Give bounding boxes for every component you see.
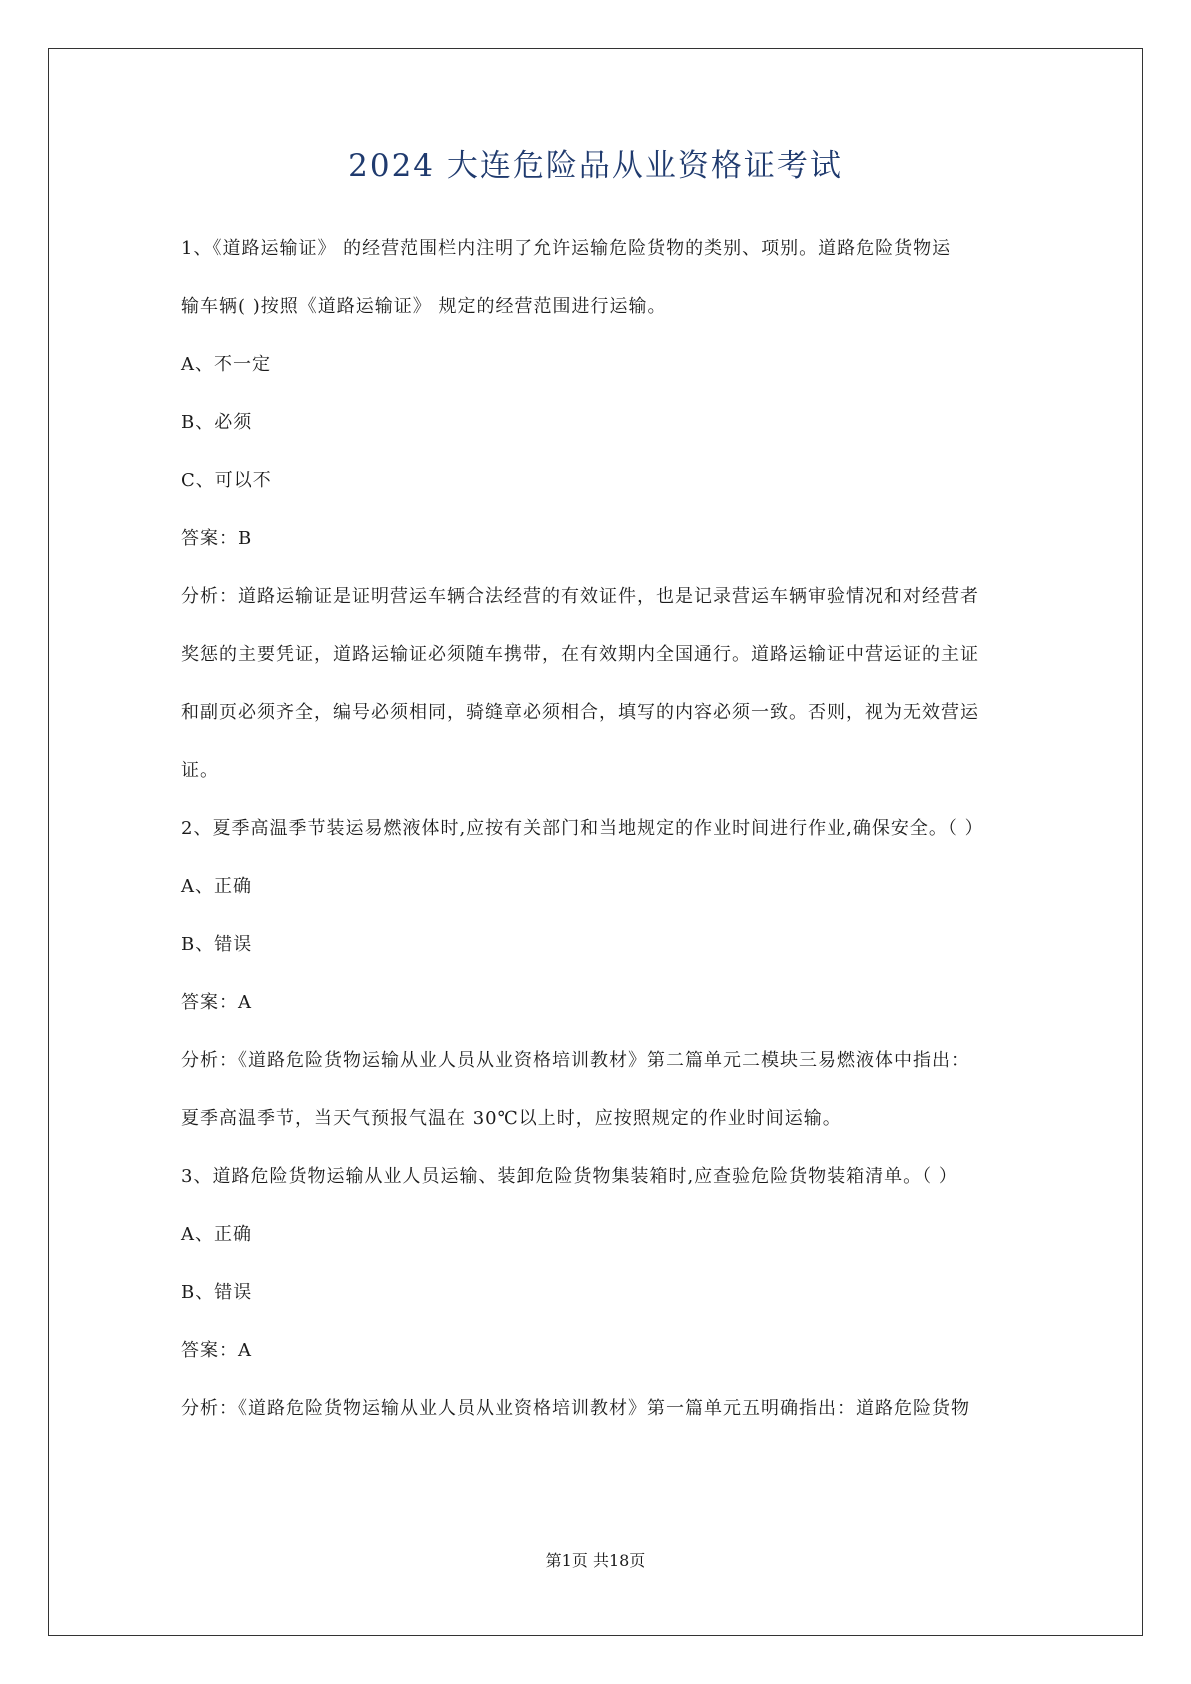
question-1-analysis-line-1: 分析：道路运输证是证明营运车辆合法经营的有效证件，也是记录营运车辆审验情况和对经营者 — [181, 586, 979, 607]
question-1-option-a: A、不一定 — [181, 354, 271, 375]
question-3-stem: 3、道路危险货物运输从业人员运输、装卸危险货物集装箱时,应查验危险货物装箱清单。（ ） — [181, 1166, 958, 1187]
question-1-stem-line-1: 1、《道路运输证》 的经营范围栏内注明了允许运输危险货物的类别、项别。道路危险货物运 — [181, 238, 952, 259]
question-1-analysis-line-4: 证。 — [181, 760, 219, 781]
question-1-option-c: C、可以不 — [181, 470, 272, 491]
question-2-option-a: A、正确 — [181, 876, 252, 897]
page-footer: 第1页 共18页 — [545, 1551, 646, 1570]
document-title: 2024 大连危险品从业资格证考试 — [348, 148, 843, 184]
question-2-answer: 答案：A — [181, 992, 252, 1013]
question-1-analysis-line-3: 和副页必须齐全，编号必须相同，骑缝章必须相合，填写的内容必须一致。否则，视为无效营运 — [181, 702, 979, 723]
question-1-option-b: B、必须 — [181, 412, 253, 433]
question-2-stem: 2、夏季高温季节装运易燃液体时,应按有关部门和当地规定的作业时间进行作业,确保安全。（ ） — [181, 818, 984, 839]
question-2-option-b: B、错误 — [181, 934, 253, 955]
question-2-analysis-line-1: 分析：《道路危险货物运输从业人员从业资格培训教材》第二篇单元二模块三易燃液体中指出： — [181, 1050, 970, 1071]
question-2-analysis-line-2: 夏季高温季节，当天气预报气温在 30℃以上时，应按照规定的作业时间运输。 — [181, 1108, 842, 1129]
question-3-analysis-line-1: 分析：《道路危险货物运输从业人员从业资格培训教材》第一篇单元五明确指出：道路危险货物 — [181, 1398, 970, 1419]
question-3-answer: 答案：A — [181, 1340, 252, 1361]
question-1-stem-line-2: 输车辆( )按照《道路运输证》 规定的经营范围进行运输。 — [181, 296, 667, 317]
question-1-answer: 答案：B — [181, 528, 253, 549]
question-3-option-a: A、正确 — [181, 1224, 252, 1245]
question-3-option-b: B、错误 — [181, 1282, 253, 1303]
question-1-analysis-line-2: 奖惩的主要凭证，道路运输证必须随车携带，在有效期内全国通行。道路运输证中营运证的主证 — [181, 644, 979, 665]
